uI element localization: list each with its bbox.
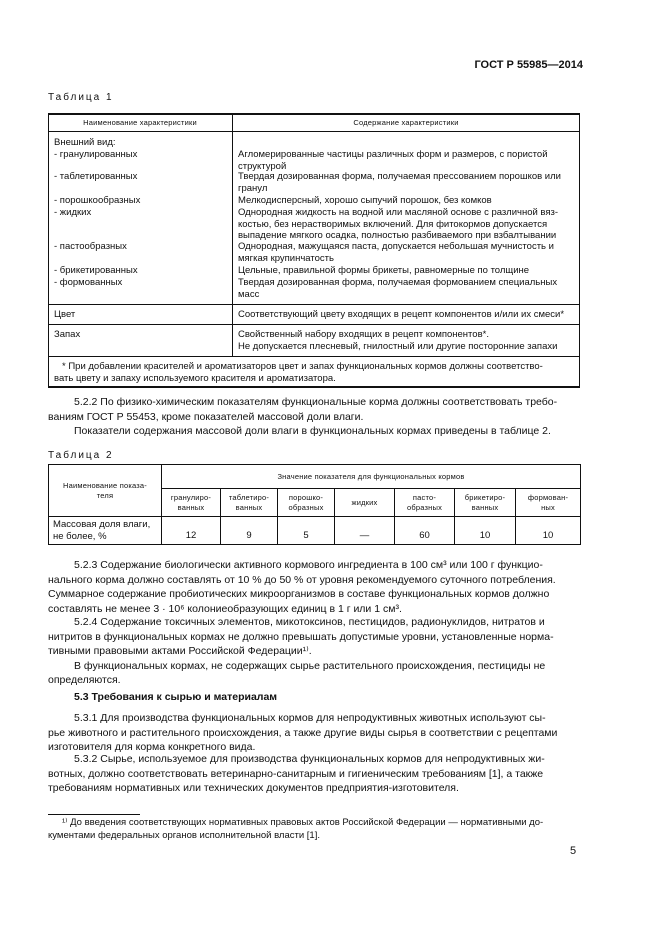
col-liquid: жидких — [335, 489, 395, 517]
row-name-briquetted: - брикетированных — [54, 265, 138, 276]
row-name-liquid: - жидких — [54, 207, 92, 218]
row-desc-tableted: Твердая дозированная форма, получаемая прессованием порошков или гранул — [238, 171, 561, 194]
appearance-title: Внешний вид: — [54, 137, 116, 148]
value-powder: 5 — [278, 517, 335, 545]
row-desc-color: Соответствующий цвету входящих в рецепт компонентов и/или их смеси* — [238, 309, 565, 320]
row-desc-granulated: Агломерированные частицы различных форм и размеров, с пористой структурой — [238, 149, 548, 172]
table2-group-header: Значение показателя для функциональных кормов — [162, 465, 581, 489]
table1-footnote: * При добавлении красителей и ароматизаторов цвет и запах функциональных кормов должны соответство- вать цвету и запаху используемого красителя и ароматизатора. — [54, 361, 543, 384]
table2-name-header: Наименование показа- теля — [49, 465, 162, 517]
col-powder: порошко- образных — [278, 489, 335, 517]
col-molded: формован- ных — [516, 489, 581, 517]
table1-header-name: Наименование характеристики — [83, 118, 197, 127]
page-footnote: ¹⁾ До введения соответствующих нормативных правовых актов Российской Федерации — нормативными до- кументами федеральных органов исполнительной власти [1]. — [48, 817, 544, 841]
row-desc-liquid: Однородная жидкость на водной или масляной основе с различной вяз- костью, без нерастворимых включений. Для фитокормов допускается выпадение мягкого осадка, полностью разбиваемого при взбалтывании — [238, 207, 559, 241]
paragraph-5-2-3: 5.2.3 Содержание биологически активного кормового ингредиента в 100 см³ или 100 г функцио- нального корма должно составлять от 10 % до 50 % от уровня рекомендуемого суточного потребления. Суммарное содержание пробиотических микроорганизмов в составе функциональных кормов должно составлять не менее 3 · 10⁶ колониеобразующих единиц в 1 г или 1 см³. — [48, 559, 556, 615]
value-briquetted: 10 — [455, 517, 516, 545]
table2-caption: Таблица 2 — [48, 450, 114, 461]
row-name-powder: - порошкообразных — [54, 195, 141, 206]
value-molded: 10 — [516, 517, 581, 545]
col-tableted: таблетиро- ванных — [221, 489, 278, 517]
table2 — [48, 464, 581, 545]
row-desc-molded: Твердая дозированная форма, получаемая формованием специальных масс — [238, 277, 558, 300]
paragraph-5-2-4: 5.2.4 Содержание токсичных элементов, микотоксинов, пестицидов, радионуклидов, нитратов и нитритов в функциональных кормах не должно превышать допустимые уровни, установленные норма- тивными правовыми актами Российской Федерации¹⁾. В функциональных кормах, не содержащих сырье растительного происхождения, пестициды не определяются. — [48, 616, 554, 686]
row-name-color: Цвет — [54, 309, 76, 320]
paragraph-5-3-1: 5.3.1 Для производства функциональных кормов для непродуктивных животных используют сы- рье животного и растительного происхождения, а также другие виды сырья в соответствии с рецептами изготовителя для корма конкретного вида. — [48, 712, 558, 753]
row-name-granulated: - гранулированных — [54, 149, 138, 160]
row-desc-powder: Мелкодисперсный, хорошо сыпучий порошок, без комков — [238, 195, 492, 206]
table2-row-name: Массовая доля влаги, не более, % — [49, 517, 162, 545]
paragraph-5-3-2: 5.3.2 Сырье, используемое для производства функциональных кормов для непродуктивных жи- вотных, должно соответствовать ветеринарно-санитарным и гигиеническим требованиям [1], а также требованиям нормативных или технических документов предприятия-изготовителя. — [48, 753, 545, 794]
row-name-molded: - формованных — [54, 277, 123, 288]
col-granulated: гранулиро- ванных — [162, 489, 221, 517]
footnote-separator — [48, 814, 140, 815]
row-name-paste: - пастообразных — [54, 241, 127, 252]
page-number: 5 — [570, 845, 577, 857]
table1-caption: Таблица 1 — [48, 92, 114, 103]
col-paste: пасто- образных — [395, 489, 455, 517]
row-desc-briquetted: Цельные, правильной формы брикеты, равномерные по толщине — [238, 265, 530, 276]
row-desc-smell: Свойственный набору входящих в рецепт компонентов*. Не допускается плесневый, гнилостный или другие посторонние запахи — [238, 329, 558, 352]
paragraph-5-2-2: 5.2.2 По физико-химическим показателям функциональные корма должны соответствовать требо- ваниям ГОСТ Р 55453, кроме показателей массовой доли влаги. Показатели содержания массовой доли влаги в функциональных кормах приведены в таблице 2. — [48, 396, 558, 437]
row-name-smell: Запах — [54, 329, 81, 340]
value-tableted: 9 — [221, 517, 278, 545]
document-number: ГОСТ Р 55985—2014 — [474, 59, 583, 71]
row-desc-paste: Однородная, мажущаяся паста, допускается небольшая мучнистость и мягкая крупинчатость — [238, 241, 554, 264]
row-name-tableted: - таблетированных — [54, 171, 138, 182]
col-briquetted: брикетиро- ванных — [455, 489, 516, 517]
value-liquid: — — [335, 517, 395, 545]
table1-header-content: Содержание характеристики — [353, 118, 459, 127]
value-paste: 60 — [395, 517, 455, 545]
value-granulated: 12 — [162, 517, 221, 545]
section-5-3-title: 5.3 Требования к сырью и материалам — [74, 691, 278, 703]
